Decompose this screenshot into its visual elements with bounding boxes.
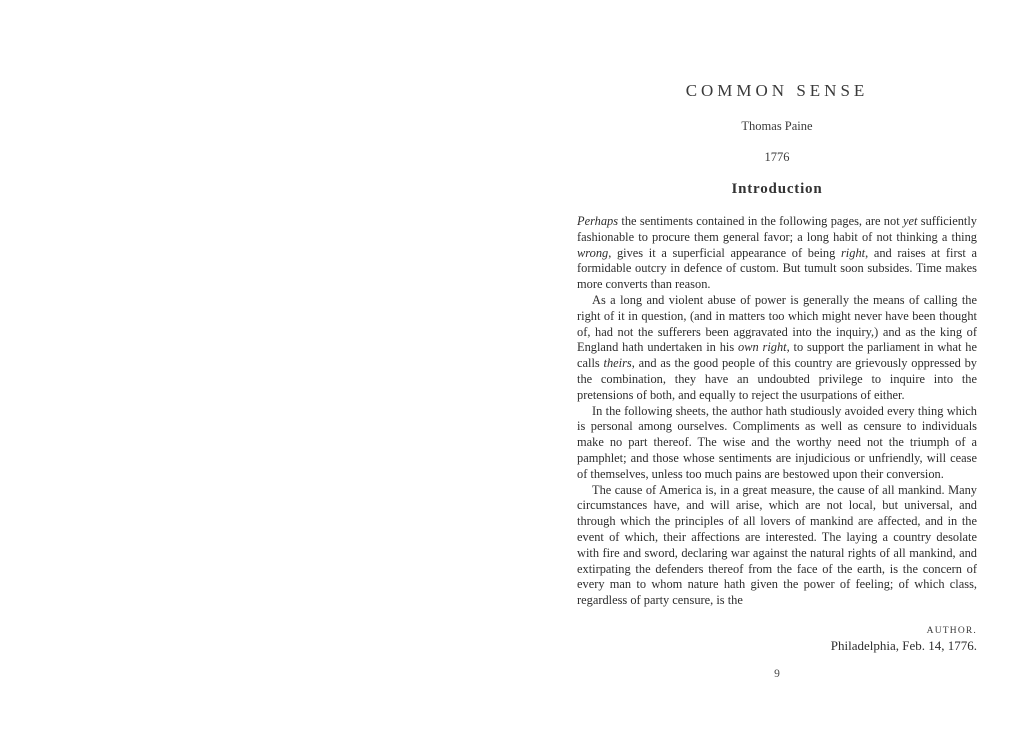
paragraph: Perhaps the sentiments contained in the following pages, are not yet sufficiently fashionable to procure them general favor; a long habit of not thinking a thing wrong, gives it a superficial appearance of being right, and raises at first a formidable outcry in defence of custom. But tumult soon subsides. Time makes more converts than reason. bbox=[577, 214, 977, 292]
book-page bbox=[577, 0, 977, 680]
signature-place-date: Philadelphia, Feb. 14, 1776. bbox=[830, 637, 977, 653]
signature-name: AUTHOR. bbox=[926, 625, 977, 636]
paragraph: In the following sheets, the author hath studiously avoided every thing which is personal among ourselves. Compliments as well as censure to individuals make no part thereof. The wise and the worthy need not the triumph of a pamphlet; and those whose sentiments are injudicious or unfriendly, will cease of themselves, unless too much pains are bestowed upon their conversion. bbox=[577, 403, 977, 481]
book-title: COMMON SENSE bbox=[685, 81, 869, 100]
section-heading: Introduction bbox=[731, 181, 823, 197]
signature-block bbox=[577, 626, 977, 653]
book-author: Thomas Paine bbox=[741, 119, 813, 133]
paragraphs-container bbox=[577, 214, 977, 609]
paragraph: As a long and violent abuse of power is generally the means of calling the right of it in question, (and in matters too which might never have been thought of, had not the sufferers been aggravated into the inquiry,) and as the king of England hath undertaken in his own right, to support the parliament in what he calls theirs, and as the good people of this country are grievously oppressed by the combination, they have an undoubted privilege to inquire into the pretensions of both, and equally to reject the usurpations of either. bbox=[577, 292, 977, 402]
book-year: 1776 bbox=[764, 150, 790, 164]
page-number: 9 bbox=[774, 667, 780, 680]
paragraph: The cause of America is, in a great measure, the cause of all mankind. Many circumstances have, and will arise, which are not local, but universal, and through which the principles of all lovers of mankind are affected, and in the event of which, their affections are interested. The laying a country desolate with fire and sword, declaring war against the natural rights of all mankind, and extirpating the defenders thereof from the face of the earth, is the concern of every man to whom nature hath given the power of feeling; of which class, regardless of party censure, is the bbox=[577, 482, 977, 608]
